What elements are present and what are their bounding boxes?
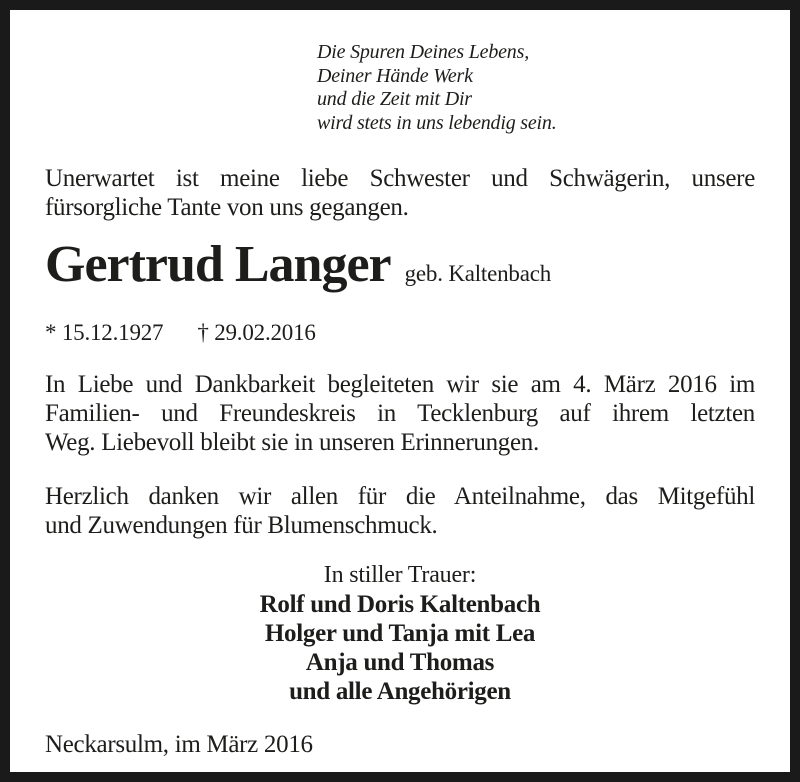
text-line: Rolf und Doris Kaltenbach (259, 591, 541, 618)
text-line: Weg. Liebevoll bleibt sie in unseren Erinnerungen. (45, 429, 539, 456)
intro-text (10, 164, 790, 222)
text-line: und Zuwendungen für Blumenschmuck. (45, 512, 438, 539)
maiden-name: geb. Kaltenbach (404, 261, 552, 286)
deceased-name-row (45, 236, 755, 294)
text-line: Anja und Thomas (305, 649, 495, 676)
mourners-heading: In stiller Trauer: (323, 562, 477, 588)
text-line: Deiner Hände Werk (317, 64, 473, 87)
deceased-name: Gertrud Langer (45, 236, 391, 293)
text-line: und die Zeit mit Dir (317, 88, 472, 110)
text-line: In Liebe und Dankbarkeit begleiteten wir sie am 4. März 2016 im (45, 371, 755, 398)
place-date: Neckarsulm, im März 2016 (45, 731, 313, 758)
death-date: † 29.02.2016 (197, 320, 316, 345)
text-line: fürsorgliche Tante von uns gegangen. (45, 194, 409, 221)
text-line: Herzlich danken wir allen für die Anteilnahme, das Mitgefühl (45, 483, 755, 510)
life-dates (45, 318, 755, 347)
mourners-block (10, 561, 790, 706)
text-line: Die Spuren Deines Lebens, (317, 41, 529, 63)
text-line: und alle Angehörigen (289, 678, 511, 705)
mourner-names (10, 590, 790, 706)
farewell-text (10, 370, 790, 457)
birth-date: * 15.12.1927 (45, 320, 164, 345)
text-line: wird stets in uns lebendig sein. (317, 111, 557, 134)
text-line: Unerwartet ist meine liebe Schwester und Schwägerin, unsere (45, 165, 755, 192)
text-line: Holger und Tanja mit Lea (264, 620, 536, 647)
thanks-text (10, 482, 790, 540)
memorial-poem (317, 41, 790, 135)
text-line: Familien- und Freundeskreis in Tecklenburg auf ihrem letzten (45, 400, 755, 427)
